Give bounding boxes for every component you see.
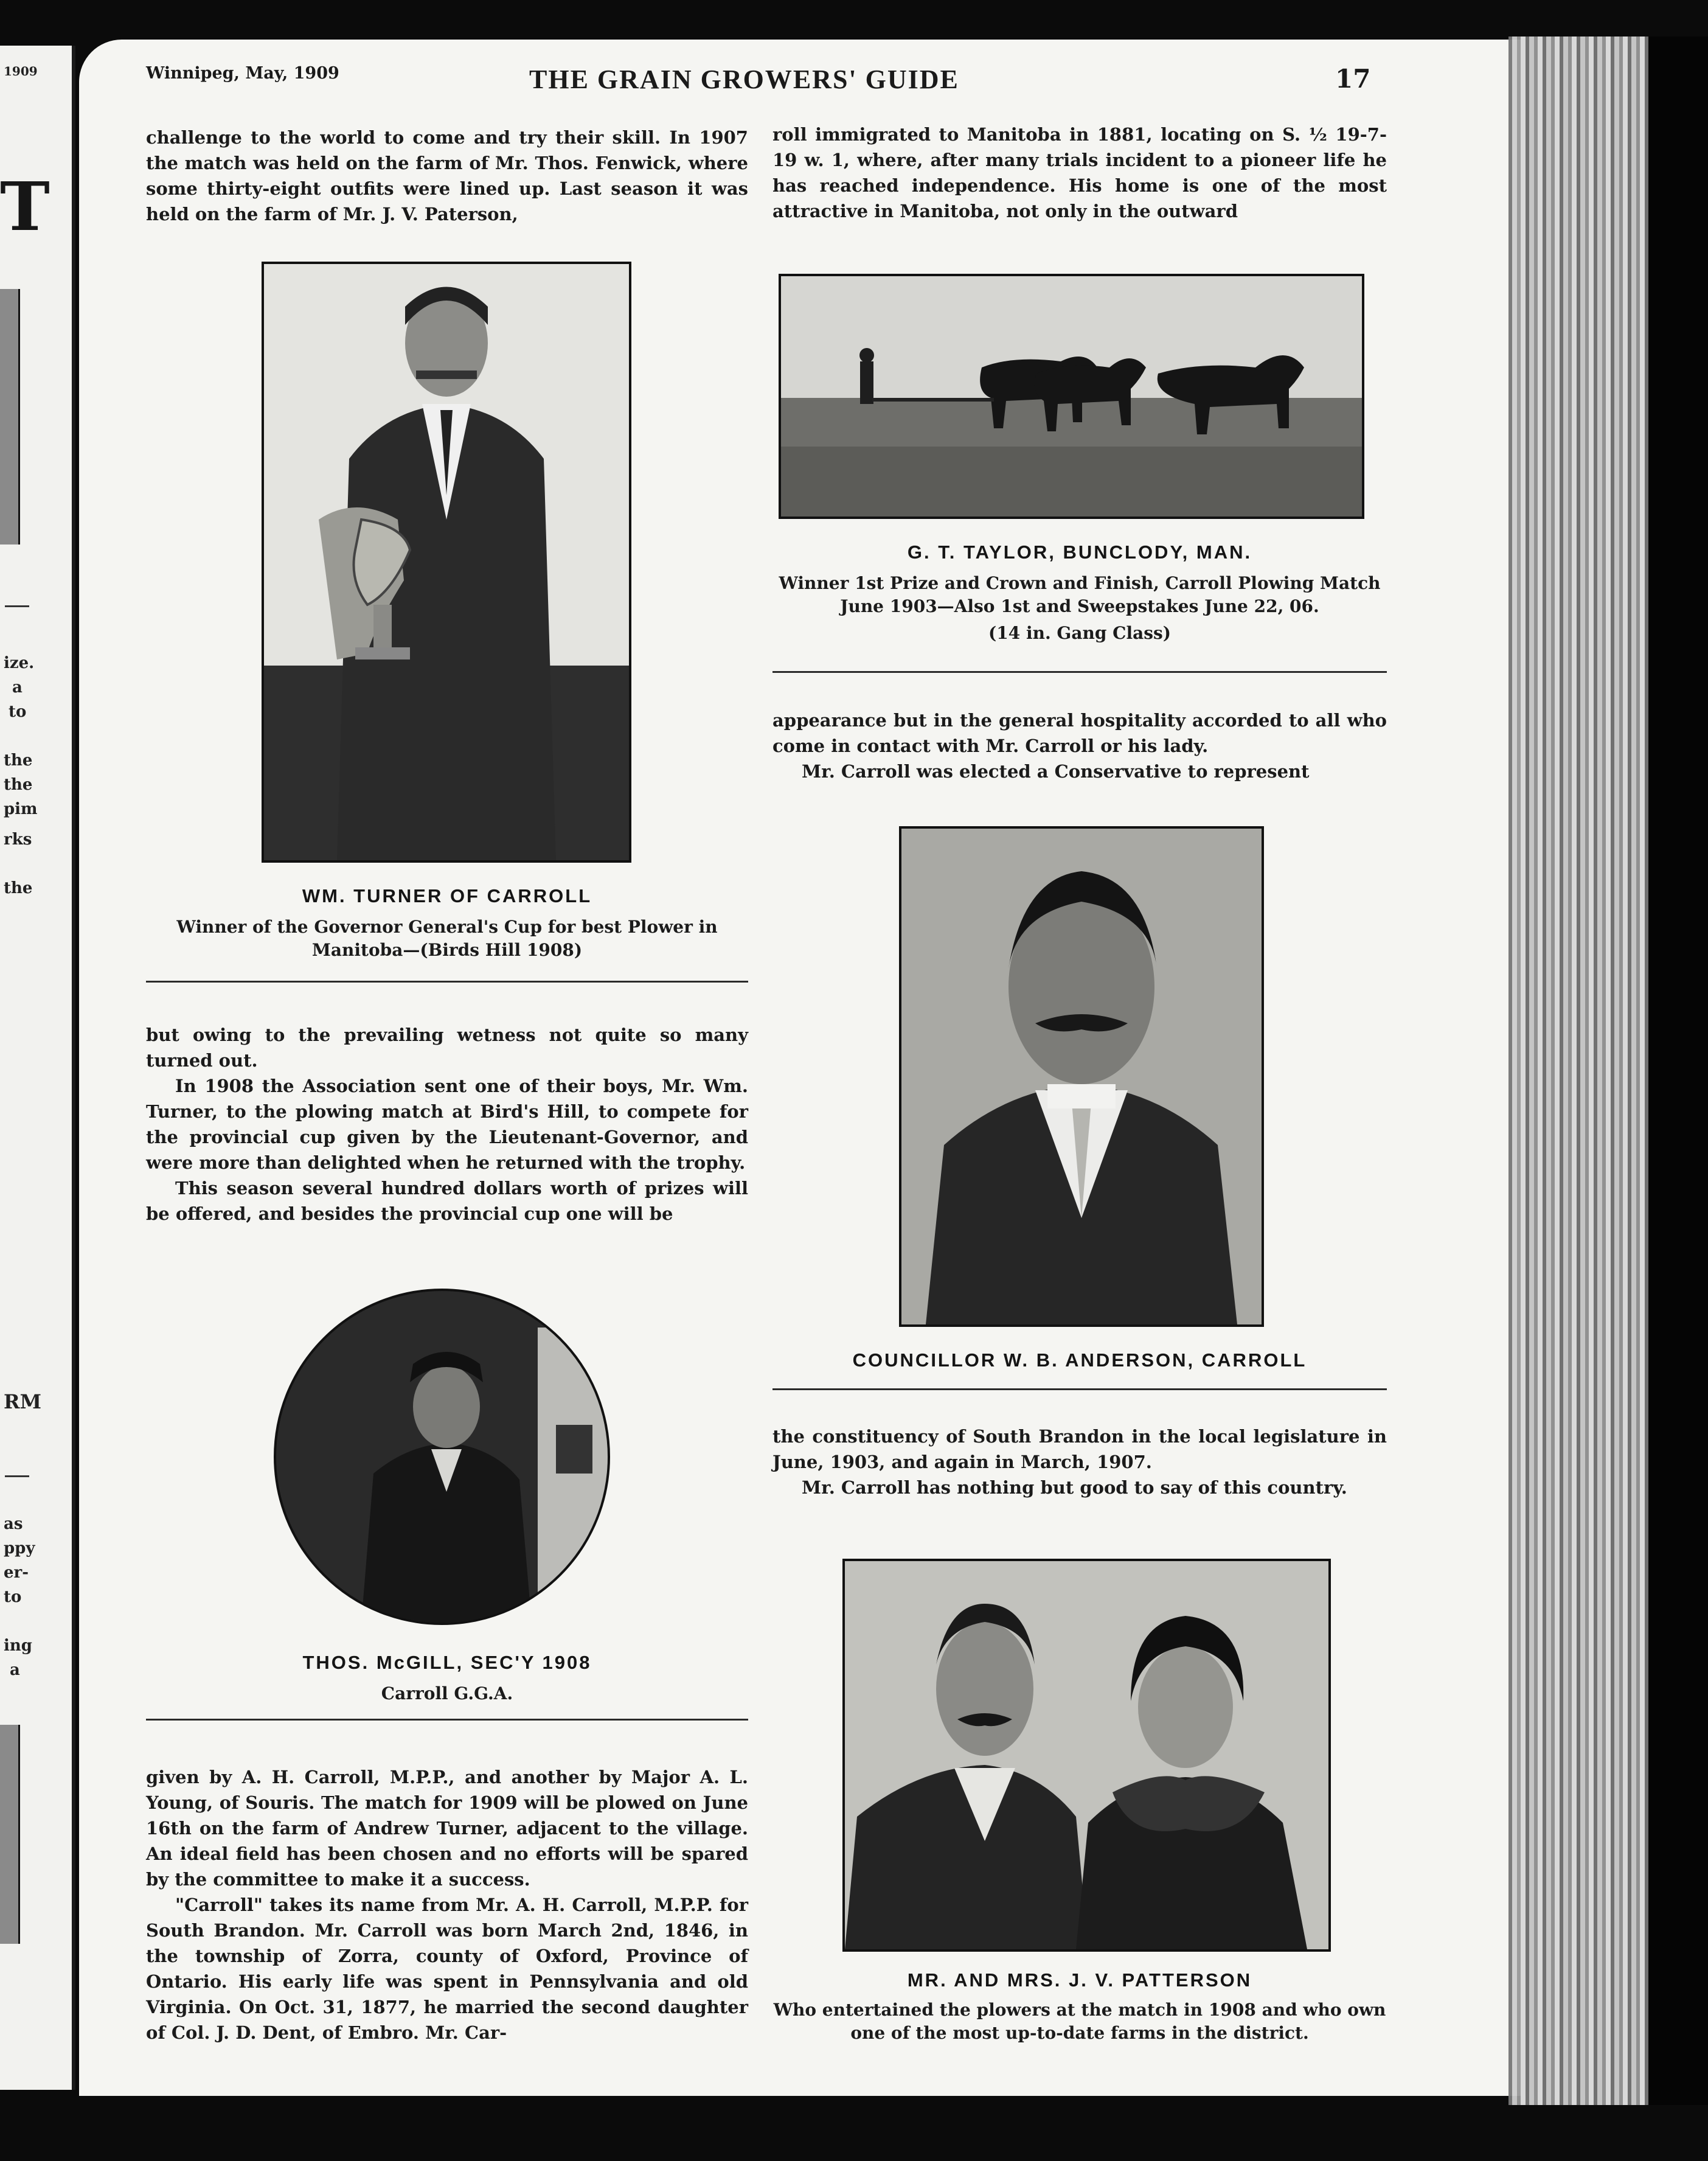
article-paragraph: Mr. Carroll has nothing but good to say of this country. (802, 1477, 1347, 1498)
left-page-fragment: ize. (4, 654, 35, 672)
left-page-fragment: ing (4, 1637, 32, 1655)
article-text-block (146, 1764, 748, 2045)
caption-body: Winner of the Governor General's Cup for best Plower in Manitoba—(Birds Hill 1908) (176, 917, 718, 960)
left-page-fragment: the (4, 879, 33, 897)
article-text-block (772, 708, 1387, 784)
left-page-fragment: a (12, 678, 23, 697)
left-page-fragment: er- (4, 1564, 29, 1582)
photo-g-t-taylor (779, 274, 1364, 519)
article-text-block (146, 1022, 748, 1227)
book-binding (1508, 37, 1648, 2105)
article-text-block (146, 125, 748, 227)
left-page-fragment: to (4, 1588, 22, 1606)
left-page-fragment: rks (4, 830, 32, 849)
section-divider (146, 1719, 748, 1721)
photo-j-v-patterson-image (845, 1561, 1328, 1949)
photo-wm-turner (262, 262, 631, 863)
left-page-edge (0, 46, 75, 2090)
photo-w-b-anderson-image (901, 829, 1262, 1324)
left-page-fragment: 1909 (4, 64, 38, 78)
left-page-photo (0, 1725, 20, 1944)
issue-date: Winnipeg, May, 1909 (146, 64, 339, 83)
photo-g-t-taylor-image (781, 276, 1362, 517)
section-divider (146, 981, 748, 983)
article-paragraph: the constituency of South Brandon in the local legislature in June, 1903, and again in March, 1907. (772, 1426, 1387, 1472)
scan-border (1648, 37, 1708, 2105)
page-number: 17 (1335, 64, 1371, 94)
article-paragraph: roll immigrated to Manitoba in 1881, locating on S. ½ 19-7-19 w. 1, where, after many trials incident to a pioneer life he has reached independence. His home is one of the most attractive in Manitoba, not only in the outward (772, 124, 1387, 221)
photo-thos-mcgill (274, 1289, 610, 1625)
left-page-photo (0, 289, 20, 545)
caption-title: THOS. McGILL, SEC'Y 1908 (302, 1652, 592, 1673)
caption-body: Carroll G.G.A. (381, 1683, 513, 1703)
article-paragraph: given by A. H. Carroll, M.P.P., and another by Major A. L. Young, of Souris. The match for 1909 will be plowed on June 16th on the farm of Andrew Turner, adjacent to the village. An ideal field has been chosen and no efforts will be spared by the committee to make it a success. (146, 1767, 748, 1890)
left-page-fragment: the (4, 776, 33, 794)
photo-j-v-patterson (842, 1559, 1331, 1952)
left-page-fragment: ppy (4, 1539, 35, 1557)
article-paragraph: challenge to the world to come and try their skill. In 1907 the match was held on the farm of Mr. Thos. Fenwick, where some thirty-eight outfits were lined up. Last season it was held on the farm of Mr. J. V. Paterson, (146, 127, 748, 224)
left-page-rule (5, 1475, 29, 1477)
article-paragraph: appearance but in the general hospitality accorded to all who come in contact with Mr. Carroll or his lady. (772, 710, 1387, 756)
left-page-fragment: RM (4, 1390, 42, 1413)
caption-title: COUNCILLOR W. B. ANDERSON, CARROLL (852, 1349, 1307, 1371)
caption-body: Winner 1st Prize and Crown and Finish, Carroll Plowing Match June 1903—Also 1st and Sweepstakes June 22, 06. (779, 573, 1381, 616)
photo-wm-turner-image (264, 264, 629, 860)
section-divider (772, 671, 1387, 673)
caption-title: G. T. TAYLOR, BUNCLODY, MAN. (907, 541, 1252, 563)
article-paragraph: but owing to the prevailing wetness not quite so many turned out. (146, 1025, 748, 1071)
article-text-block (772, 1424, 1387, 1500)
left-page-fragment: T (0, 167, 50, 246)
article-paragraph: In 1908 the Association sent one of their boys, Mr. Wm. Turner, to the plowing match at Bird's Hill, to compete for the provincial cup given by the Lieutenant-Governor, and were more than delighted when he returned with the trophy. (146, 1076, 748, 1173)
article-text-block (772, 122, 1387, 224)
caption-title: WM. TURNER OF CARROLL (302, 885, 592, 907)
caption-body: Who entertained the plowers at the match in 1908 and who own one of the most up-to-date farms in the district. (773, 2000, 1386, 2043)
photo-thos-mcgill-image (276, 1291, 608, 1623)
left-page-fragment: the (4, 751, 33, 770)
left-page-fragment: to (9, 703, 27, 721)
caption-body: (14 in. Gang Class) (988, 623, 1172, 643)
article-paragraph: This season several hundred dollars worth of prizes will be offered, and besides the provincial cup one will be (146, 1178, 748, 1224)
article-paragraph: Mr. Carroll was elected a Conservative to represent (802, 761, 1310, 782)
article-paragraph: "Carroll" takes its name from Mr. A. H. Carroll, M.P.P. for South Brandon. Mr. Carroll was born March 2nd, 1846, in the township of Zorra, county of Oxford, Province of Ontario. His early life was spent in Pennsylvania and old Virginia. On Oct. 31, 1877, he married the second daughter of Col. J. D. Dent, of Embro. Mr. Car- (146, 1895, 748, 2043)
caption-title: MR. AND MRS. J. V. PATTERSON (907, 1969, 1252, 1991)
left-page-fragment: as (4, 1515, 23, 1533)
section-divider (772, 1388, 1387, 1390)
left-page-fragment: a (10, 1661, 20, 1679)
photo-w-b-anderson (899, 826, 1264, 1327)
left-page-fragment: pim (4, 800, 38, 818)
left-page-rule (5, 605, 29, 607)
publication-title: THE GRAIN GROWERS' GUIDE (529, 64, 959, 94)
